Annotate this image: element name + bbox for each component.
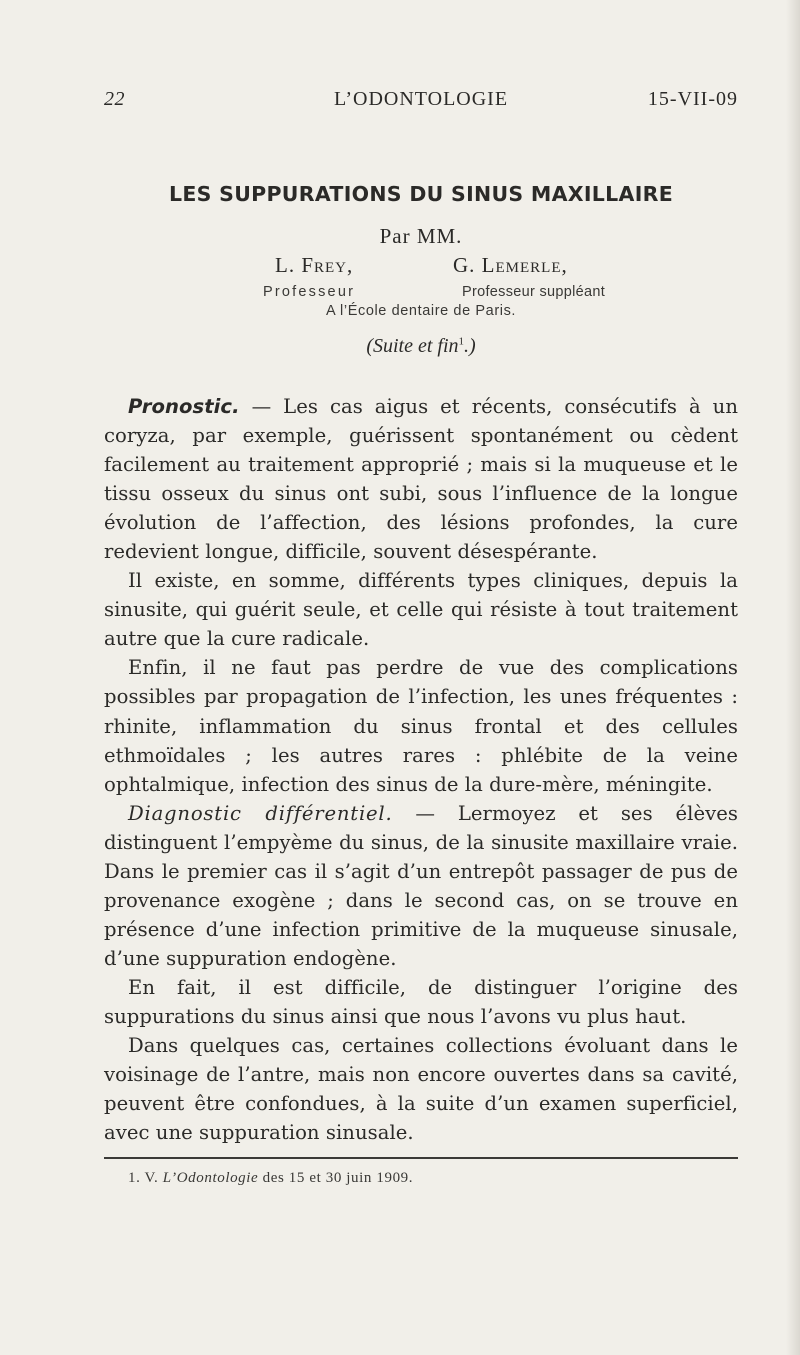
byline: Par MM. bbox=[379, 224, 463, 248]
running-header bbox=[104, 88, 738, 118]
paragraph: Il existe, en somme, différents types cliniques, depuis la sinusite, qui guérit seule, et celle qui résiste à tout traitement autre que la cure radicale. bbox=[104, 569, 738, 651]
footnote-divider bbox=[104, 1157, 738, 1159]
continuation-text: (Suite et fin bbox=[366, 335, 459, 357]
journal-title: L’ODONTOLOGIE bbox=[333, 88, 509, 110]
section-heading-diagnostic: Diagnostic différentiel. bbox=[128, 801, 393, 825]
footnote-mark: 1 bbox=[458, 335, 465, 348]
paragraph-diagnostic bbox=[104, 799, 738, 973]
author-frey: L. Frey, bbox=[275, 253, 354, 277]
author-role-frey: Professeur bbox=[263, 284, 356, 300]
article-title: LES SUPPURATIONS DU SINUS MAXILLAIRE bbox=[168, 182, 674, 206]
paragraph: Enfin, il ne faut pas perdre de vue des complications possibles par propagation de l’infection, les unes fréquentes : rhinite, inflammation du sinus frontal et des cellules ethmoïdales ; les autres rares : phlébite de la veine ophtalmique, infection des sinus de la dure-mère, méningite. bbox=[104, 656, 738, 796]
article-body bbox=[104, 392, 738, 1147]
page-edge-shadow bbox=[786, 0, 800, 1355]
footnote-suffix: des 15 et 30 juin 1909. bbox=[258, 1170, 414, 1186]
paragraph-pronostic bbox=[104, 392, 738, 566]
issue-date: 15-VII-09 bbox=[647, 88, 738, 110]
footnote bbox=[128, 1170, 413, 1187]
paragraph: Dans quelques cas, certaines collections évoluant dans le voisinage de l’antre, mais non encore ouvertes dans sa cavité, peuvent être confondues, à la suite d’un examen superficiel, avec une suppuration sinusale. bbox=[104, 1034, 738, 1145]
continuation-note bbox=[104, 335, 738, 358]
paragraph: En fait, il est difficile, de distinguer l’origine des suppurations du sinus ainsi que nous l’avons vu plus haut. bbox=[104, 975, 738, 1028]
footnote-journal: L’Odontologie bbox=[162, 1170, 259, 1186]
section-heading-pronostic: Pronostic. bbox=[128, 395, 240, 418]
affiliation: A l’École dentaire de Paris. bbox=[325, 303, 517, 319]
page-number: 22 bbox=[104, 88, 125, 110]
author-lemerle: G. Lemerle, bbox=[453, 253, 568, 277]
author-role-lemerle: Professeur suppléant bbox=[462, 284, 606, 300]
continuation-close: .) bbox=[464, 335, 476, 357]
footnote-prefix: 1. V. bbox=[128, 1170, 163, 1186]
paragraph-text: — Lermoyez et ses élèves distinguent l’empyème du sinus, de la sinusite maxillaire vraie. Dans le premier cas il s’agit d’un entrepôt passager de pus de provenance exogène ; dans le second cas, on se trouve en présence d’une infection primitive de la muqueuse sinusale, d’une suppuration endogène. bbox=[104, 801, 738, 970]
paragraph-text: — Les cas aigus et récents, consécutifs à un coryza, par exemple, guérissent spontanément ou cèdent facilement au traitement approprié ; mais si la muqueuse et le tissu osseux du sinus ont subi, sous l’influence de la longue évolution de l’affection, des lésions profondes, la cure redevient longue, difficile, souvent désespérante. bbox=[104, 395, 738, 564]
